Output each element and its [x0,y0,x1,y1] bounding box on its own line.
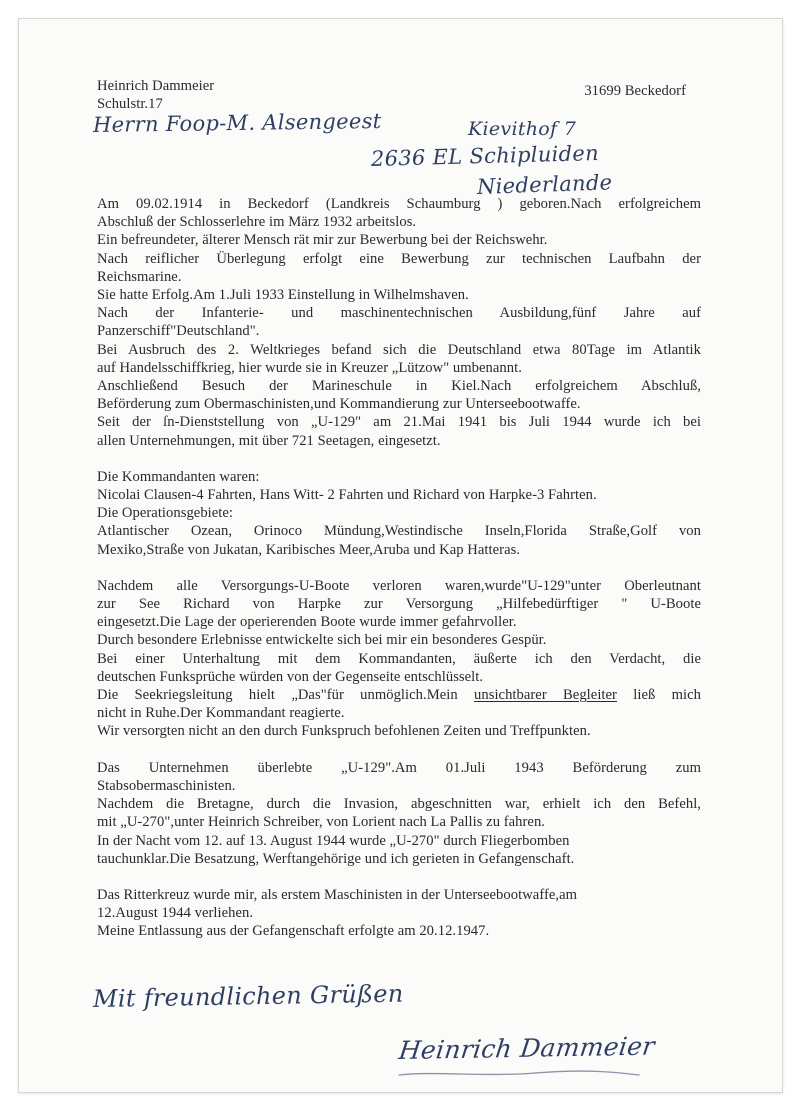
paragraph-commanders [97,468,701,559]
closing-handwritten: Mit freundlichen Grüßen [92,979,404,1013]
text-line: Stabsobermaschinisten. [97,777,236,794]
recipient-city-handwritten: 2636 EL Schipluiden [370,141,600,171]
text-line: Die Kommandanten waren: [97,468,260,485]
text-line: Seit der ſn-Dienststellung von „U-129" am 21.Mai 1941 bis Juli 1944 wurde ich bei [97,414,701,431]
text-line: Das Unternehmen überlebte „U-129".Am 01.Juli 1943 Beförderung zum [97,759,701,776]
text-line: auf Handelsschiffkrieg, hier wurde sie in Kreuzer „Lützow" umbenannt. [97,359,522,376]
text-line: Sie hatte Erfolg.Am 1.Juli 1933 Einstellung in Wilhelmshaven. [97,287,469,304]
signature-handwritten: Heinrich Dammeier [397,1031,657,1066]
text-line: Nachdem alle Versorgungs-U-Boote verloren waren,wurde"U-129"unter Oberleutnant [97,577,701,594]
text-line: Meine Entlassung aus der Gefangenschaft erfolgte am 20.12.1947. [97,923,490,940]
paragraph-knights-cross [97,886,701,941]
text-line: nicht in Ruhe.Der Kommandant reagierte. [97,705,345,722]
sender-street: Schulstr.17 [97,96,163,113]
paragraph-supply-missions [97,577,701,741]
text-segment: ließ mich [616,687,701,704]
signature-flourish-icon [395,1067,645,1081]
text-line: Abschluß der Schlosserlehre im März 1932 arbeitslos. [97,214,417,231]
text-line: Mexiko,Straße von Jukatan, Karibisches Meer,Aruba und Kap Hatteras. [97,541,521,558]
text-line [97,686,701,704]
underlined-phrase: unsichtbarer Begleiter [474,687,617,704]
text-line: Nach reiflicher Überlegung erfolgt eine Bewerbung zur technischen Laufbahn der [97,250,701,267]
sender-name: Heinrich Dammeier [97,78,215,94]
text-line: Bei einer Unterhaltung mit dem Kommandanten, äußerte ich den Verdacht, die [97,650,701,667]
text-line: Durch besondere Erlebnisse entwickelte sich bei mir ein besonderes Gespür. [97,632,547,649]
text-line: Bei Ausbruch des 2. Weltkrieges befand sich die Deutschland etwa 80Tage im Atlantik [97,341,701,358]
text-line: Anschließend Besuch der Marineschule in Kiel.Nach erfolgreichem Abschluß, [97,378,701,395]
text-line: Reichsmarine. [97,268,182,285]
text-line: Wir versorgten nicht an den durch Funkspruch befohlenen Zeiten und Treffpunkten. [97,723,591,740]
text-line: Panzerschiff"Deutschland". [97,323,260,340]
text-line: In der Nacht vom 12. auf 13. August 1944 wurde „U-270" durch Fliegerbomben [97,832,570,849]
paragraph-u270 [97,759,701,868]
paragraph-biography [97,195,701,941]
text-line: 12.August 1944 verliehen. [97,905,254,922]
recipient-name-handwritten: Herrn Foop-M. Alsengeest [92,108,382,137]
text-line: Am 09.02.1914 in Beckedorf (Landkreis Schaumburg ) geboren.Nach erfolgreichem [97,196,701,212]
text-line: Das Ritterkreuz wurde mir, als erstem Maschinisten in der Unterseebootwaffe,am [97,886,578,903]
text-line: allen Unternehmungen, mit über 721 Seetagen, eingesetzt. [97,432,441,449]
text-line: Atlantischer Ozean, Orinoco Mündung,Westindische Inseln,Florida Straße,Golf von [97,523,701,540]
text-line: eingesetzt.Die Lage der operierenden Boote wurde immer gefahrvoller. [97,614,517,631]
recipient-country-handwritten: Niederlande [476,170,613,199]
text-line: tauchunklar.Die Besatzung, Werftangehörige und ich gerieten in Gefangenschaft. [97,850,575,867]
text-line: mit „U-270",unter Heinrich Schreiber, von Lorient nach La Pallis zu fahren. [97,814,546,831]
text-line: Nachdem die Bretagne, durch die Invasion, abgeschnitten war, erhielt ich den Befehl, [97,796,701,813]
text-line: zur See Richard von Harpke zur Versorgung „Hilfebedürftiger " U-Boote [97,596,701,613]
sender-address [97,77,214,113]
text-segment: Die Seekriegsleitung hielt „Das"für unmöglich.Mein [97,687,475,704]
text-line: Nicolai Clausen-4 Fahrten, Hans Witt- 2 Fahrten und Richard von Harpke-3 Fahrten. [97,487,597,504]
letter-page [18,18,783,1093]
text-line: deutschen Funksprüche würden von der Gegenseite entschlüsselt. [97,668,484,685]
text-line: Nach der Infanterie- und maschinentechnischen Ausbildung,fünf Jahre auf [97,305,701,322]
text-line: Die Operationsgebiete: [97,505,234,522]
text-line: Beförderung zum Obermaschinisten,und Kommandierung zur Unterseebootwaffe. [97,396,581,413]
sender-city: 31699 Beckedorf [584,83,686,99]
text-line: Ein befreundeter, älterer Mensch rät mir zur Bewerbung bei der Reichswehr. [97,232,548,249]
recipient-street-handwritten: Kievithof 7 [468,118,577,140]
